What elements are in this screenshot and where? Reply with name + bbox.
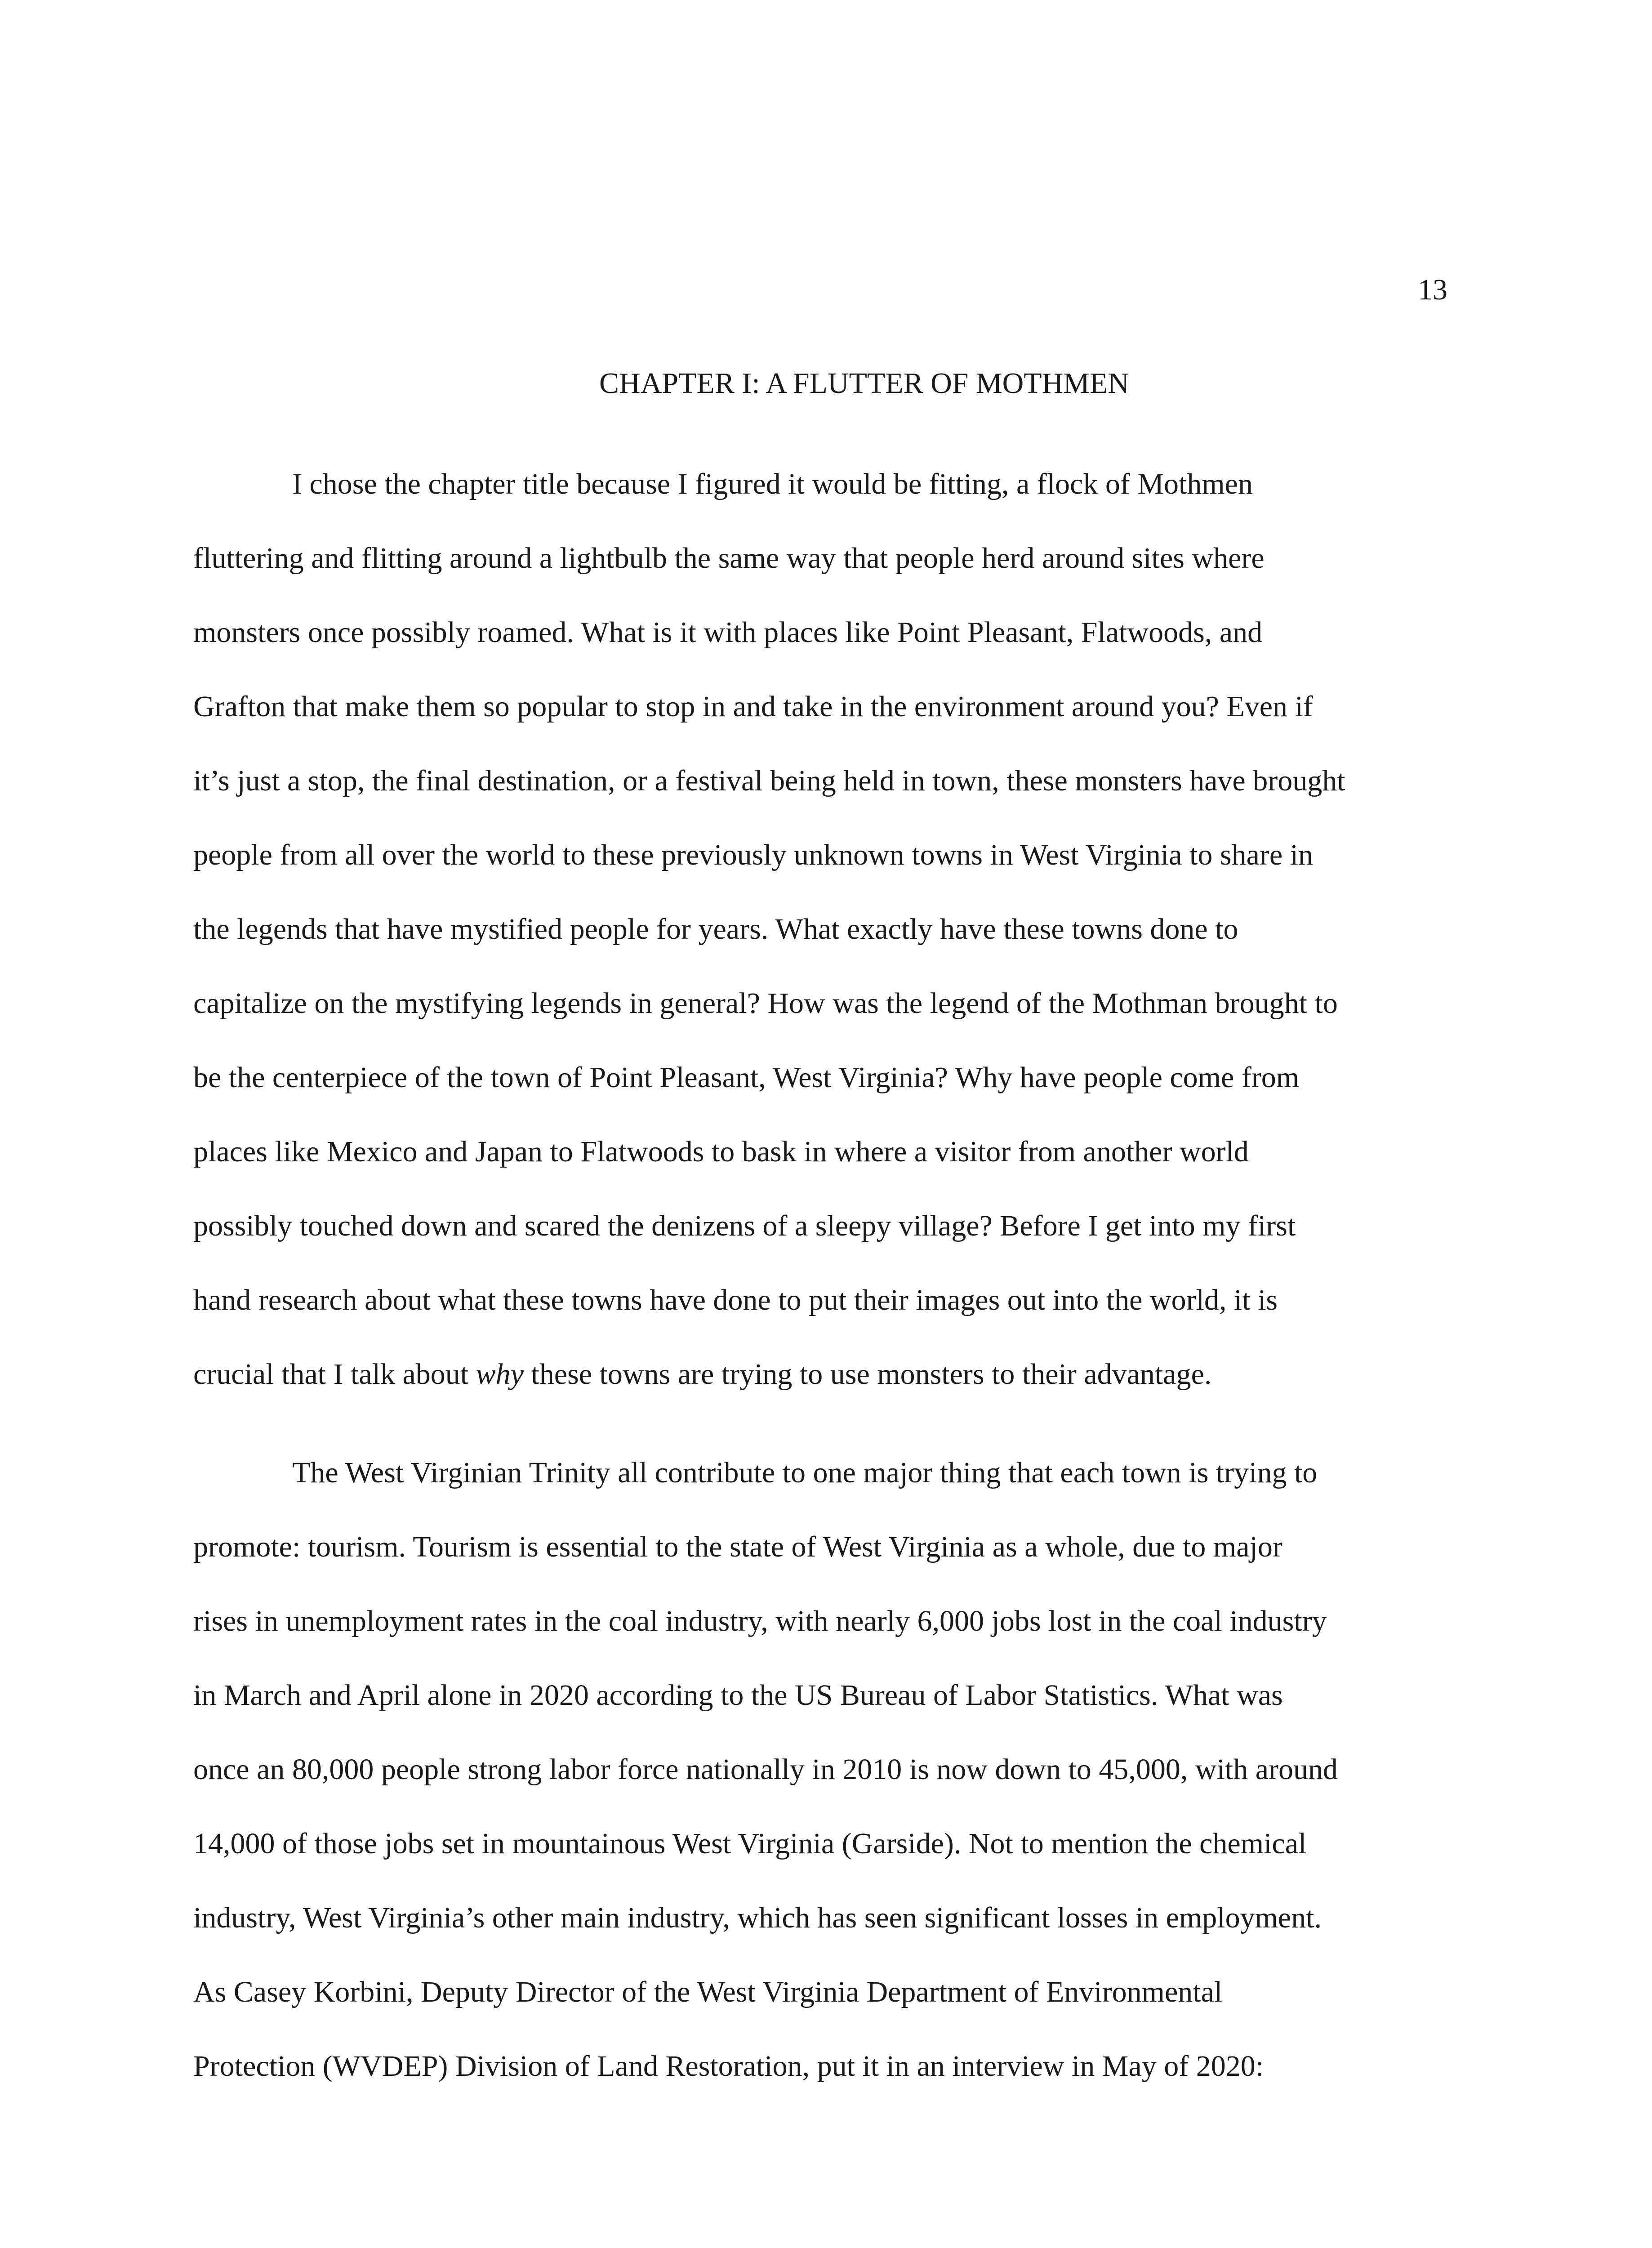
paragraph-last-line [193, 1337, 1452, 1411]
paragraph-line: the legends that have mystified people for years. What exactly have these towns done to [193, 913, 1238, 946]
paragraph-line: hand research about what these towns have done to put their images out into the world, it is [193, 1284, 1278, 1316]
paragraph-line: capitalize on the mystifying legends in general? How was the legend of the Mothman brought to [193, 987, 1338, 1020]
page-number: 13 [1418, 273, 1447, 306]
paragraph-line: it’s just a stop, the final destination, or a festival being held in town, these monsters have brought [193, 764, 1345, 797]
paragraph-line: Grafton that make them so popular to stop in and take in the environment around you? Even if [193, 690, 1313, 723]
paragraph-line: in March and April alone in 2020 according to the US Bureau of Labor Statistics. What was [193, 1679, 1283, 1712]
paragraph-line: possibly touched down and scared the denizens of a sleepy village? Before I get into my first [193, 1209, 1296, 1242]
paragraph-2 [193, 1436, 1452, 2103]
paragraph-line: places like Mexico and Japan to Flatwoods to bask in where a visitor from another world [193, 1135, 1249, 1168]
paragraph-line: rises in unemployment rates in the coal industry, with nearly 6,000 jobs lost in the coal industry [193, 1605, 1327, 1637]
paragraph-line: once an 80,000 people strong labor force nationally in 2010 is now down to 45,000, with around [193, 1753, 1338, 1786]
paragraph-line: The West Virginian Trinity all contribute to one major thing that each town is trying to [292, 1456, 1318, 1489]
paragraph-line: fluttering and flitting around a lightbulb the same way that people herd around sites where [193, 542, 1265, 575]
line-text-after: these towns are trying to use monsters to their advantage. [523, 1358, 1212, 1391]
emphasized-word: why [476, 1358, 524, 1391]
paragraph-line: people from all over the world to these previously unknown towns in West Virginia to share in [193, 839, 1313, 871]
paragraph-line: 14,000 of those jobs set in mountainous West Virginia (Garside). Not to mention the chemical [193, 1827, 1307, 1860]
paragraph-line: Protection (WVDEP) Division of Land Restoration, put it in an interview in May of 2020: [193, 2050, 1264, 2083]
paragraph-1 [193, 447, 1452, 1411]
chapter-title: CHAPTER I: A FLUTTER OF MOTHMEN [599, 367, 1129, 400]
paragraph-line: be the centerpiece of the town of Point Pleasant, West Virginia? Why have people come from [193, 1061, 1300, 1094]
line-text-before: crucial that I talk about [193, 1358, 476, 1391]
paragraph-line: I chose the chapter title because I figured it would be fitting, a flock of Mothmen [292, 468, 1253, 500]
paragraph-line: As Casey Korbini, Deputy Director of the West Virginia Department of Environmental [193, 1976, 1223, 2008]
paragraph-line: industry, West Virginia’s other main industry, which has seen significant losses in employment. [193, 1901, 1322, 1934]
paragraph-line: monsters once possibly roamed. What is it with places like Point Pleasant, Flatwoods, and [193, 616, 1263, 649]
paragraph-line: promote: tourism. Tourism is essential to the state of West Virginia as a whole, due to major [193, 1530, 1282, 1563]
